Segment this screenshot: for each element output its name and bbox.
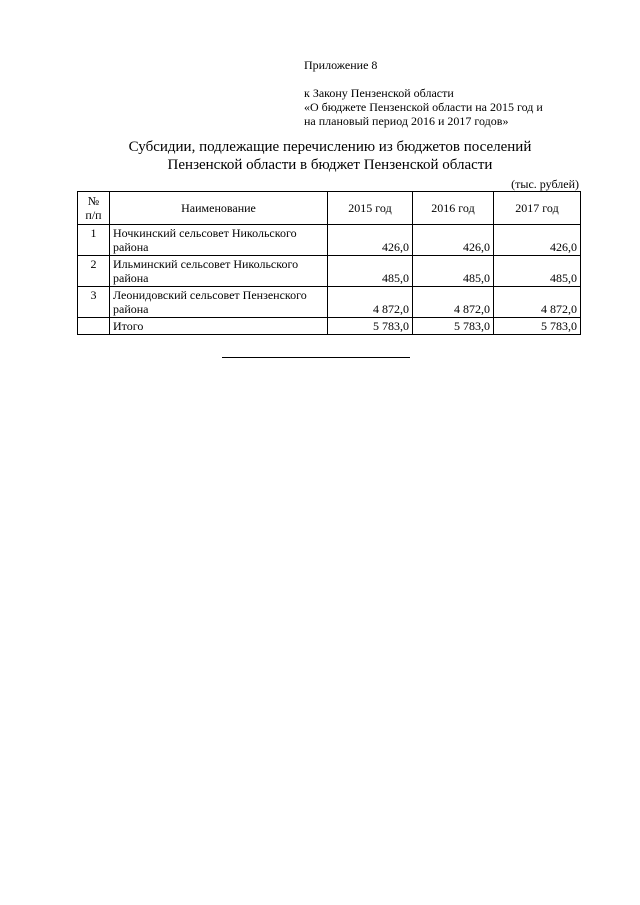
row-value-2017: 4 872,0 (494, 287, 581, 318)
table-header-row (78, 192, 581, 225)
table-total-row (78, 318, 581, 335)
row-value-2016: 426,0 (413, 225, 494, 256)
row-value-2016: 485,0 (413, 256, 494, 287)
header-num-line-1: № (87, 194, 100, 208)
appendix-law-line-3: на плановый период 2016 и 2017 годов» (304, 114, 509, 128)
row-num: 3 (78, 287, 110, 318)
header-2015: 2015 год (328, 192, 413, 225)
total-value-2015: 5 783,0 (328, 318, 413, 335)
header-num (78, 192, 110, 225)
appendix-label: Приложение 8 (304, 58, 378, 72)
header-name: Наименование (110, 192, 328, 225)
total-value-2017: 5 783,0 (494, 318, 581, 335)
appendix-header (304, 58, 543, 128)
row-value-2015: 4 872,0 (328, 287, 413, 318)
subsidies-table (77, 191, 581, 335)
table-row (78, 256, 581, 287)
row-value-2017: 485,0 (494, 256, 581, 287)
table-row (78, 225, 581, 256)
document-title-line-2: Пензенской области в бюджет Пензенской области (167, 157, 493, 173)
row-name: Леонидовский сельсовет Пензенского района (110, 287, 328, 318)
row-value-2015: 426,0 (328, 225, 413, 256)
row-value-2015: 485,0 (328, 256, 413, 287)
table-row (78, 287, 581, 318)
row-name: Ильминский сельсовет Никольского района (110, 256, 328, 287)
header-2016: 2016 год (413, 192, 494, 225)
total-value-2016: 5 783,0 (413, 318, 494, 335)
closing-divider-line (222, 357, 410, 358)
row-num: 1 (78, 225, 110, 256)
row-value-2017: 426,0 (494, 225, 581, 256)
document-title (80, 138, 580, 174)
appendix-law-line-1: к Закону Пензенской области (304, 86, 454, 100)
document-title-line-1: Субсидии, подлежащие перечислению из бюджетов поселений (128, 139, 532, 155)
total-num-empty (78, 318, 110, 335)
header-num-line-2: п/п (85, 208, 102, 222)
row-num: 2 (78, 256, 110, 287)
units-note: (тыс. рублей) (511, 177, 579, 191)
appendix-gap (304, 72, 543, 86)
header-2017: 2017 год (494, 192, 581, 225)
appendix-law-line-2: «О бюджете Пензенской области на 2015 год и (304, 100, 543, 114)
row-name: Ночкинский сельсовет Никольского района (110, 225, 328, 256)
row-value-2016: 4 872,0 (413, 287, 494, 318)
total-label: Итого (110, 318, 328, 335)
